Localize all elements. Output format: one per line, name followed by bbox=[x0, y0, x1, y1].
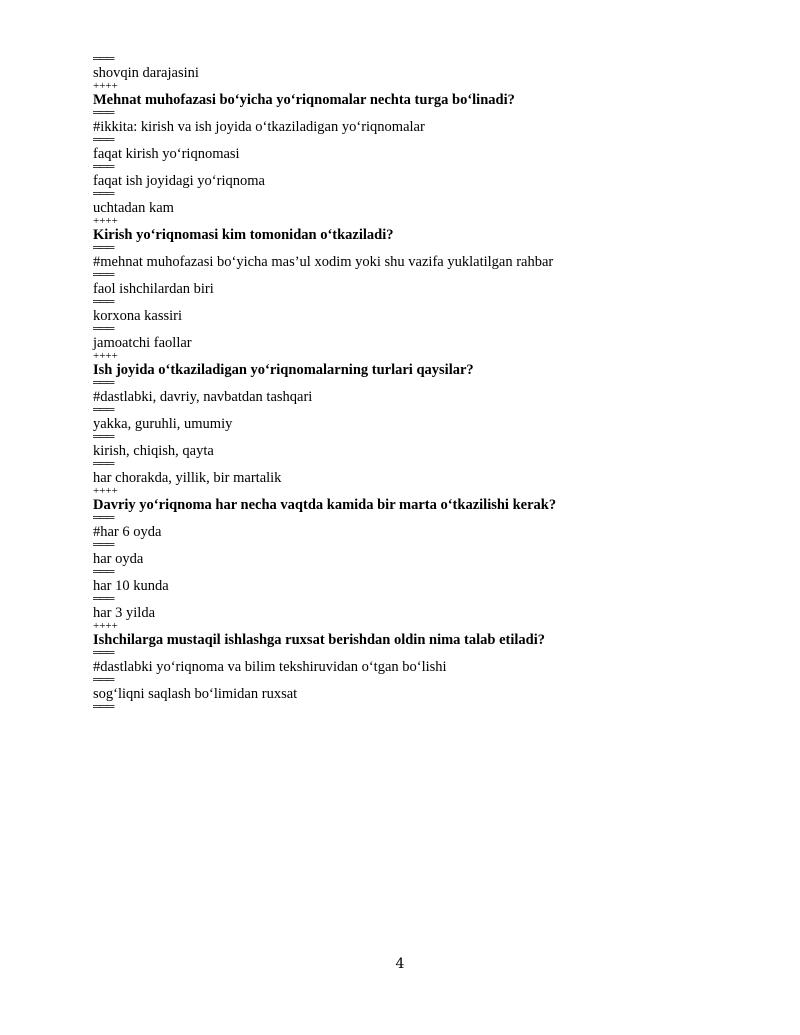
question-text: Kirish yo‘riqnomasi kim tomonidan o‘tkaziladi? bbox=[93, 227, 394, 243]
page-number: 4 bbox=[395, 956, 405, 972]
answer-separator: ═══ bbox=[93, 55, 114, 64]
answer-separator: ═══ bbox=[93, 271, 114, 280]
answer-separator: ═══ bbox=[93, 568, 114, 577]
answer-separator: ═══ bbox=[93, 703, 114, 712]
answer-separator: ═══ bbox=[93, 163, 114, 172]
correct-answer-option: #dastlabki yo‘riqnoma va bilim tekshiruvidan o‘tgan bo‘lishi bbox=[93, 659, 447, 675]
answer-separator: ═══ bbox=[93, 433, 114, 442]
question-separator: ++++ bbox=[93, 622, 118, 631]
question-block bbox=[93, 496, 733, 631]
answer-option: uchtadan kam bbox=[93, 200, 174, 216]
answer-separator: ═══ bbox=[93, 379, 114, 388]
question-text: Mehnat muhofazasi bo‘yicha yo‘riqnomalar nechta turga bo‘linadi? bbox=[93, 92, 515, 108]
question-separator: ++++ bbox=[93, 82, 118, 91]
answer-separator: ═══ bbox=[93, 298, 114, 307]
answer-option: sog‘liqni saqlash bo‘limidan ruxsat bbox=[93, 686, 298, 702]
answer-separator: ═══ bbox=[93, 109, 114, 118]
question-text: Ish joyida o‘tkaziladigan yo‘riqnomalarning turlari qaysilar? bbox=[93, 362, 474, 378]
answer-separator: ═══ bbox=[93, 136, 114, 145]
answer-option: har 10 kunda bbox=[93, 578, 169, 594]
answer-option: kirish, chiqish, qayta bbox=[93, 443, 214, 459]
answer-separator: ═══ bbox=[93, 325, 114, 334]
answer-separator: ═══ bbox=[93, 541, 114, 550]
answer-option: har 3 yilda bbox=[93, 605, 156, 621]
answer-separator: ═══ bbox=[93, 460, 114, 469]
answer-option: korxona kassiri bbox=[93, 308, 182, 324]
question-block bbox=[93, 361, 733, 496]
answer-option: yakka, guruhli, umumiy bbox=[93, 416, 233, 432]
question-block bbox=[93, 631, 733, 712]
answer-separator: ═══ bbox=[93, 406, 114, 415]
answer-separator: ═══ bbox=[93, 676, 114, 685]
question-separator: ++++ bbox=[93, 487, 118, 496]
question-block bbox=[93, 226, 733, 361]
correct-answer-option: #har 6 oyda bbox=[93, 524, 162, 540]
answer-option: faqat ish joyidagi yo‘riqnoma bbox=[93, 173, 265, 189]
correct-answer-option: #dastlabki, davriy, navbatdan tashqari bbox=[93, 389, 313, 405]
answer-option: har oyda bbox=[93, 551, 144, 567]
answer-option: faol ishchilardan biri bbox=[93, 281, 214, 297]
answer-separator: ═══ bbox=[93, 649, 114, 658]
answer-separator: ═══ bbox=[93, 514, 114, 523]
question-separator: ++++ bbox=[93, 217, 118, 226]
question-block bbox=[93, 91, 733, 226]
question-text: Ishchilarga mustaqil ishlashga ruxsat berishdan oldin nima talab etiladi? bbox=[93, 632, 546, 648]
answer-option: faqat kirish yo‘riqnomasi bbox=[93, 146, 240, 162]
question-separator: ++++ bbox=[93, 352, 118, 361]
document-body bbox=[93, 55, 733, 712]
answer-separator: ═══ bbox=[93, 190, 114, 199]
answer-separator: ═══ bbox=[93, 244, 114, 253]
question-text: Davriy yo‘riqnoma har necha vaqtda kamida bir marta o‘tkazilishi kerak? bbox=[93, 497, 557, 513]
correct-answer-option: #ikkita: kirish va ish joyida o‘tkaziladigan yo‘riqnomalar bbox=[93, 119, 425, 135]
correct-answer-option: #mehnat muhofazasi bo‘yicha mas’ul xodim yoki shu vazifa yuklatilgan rahbar bbox=[93, 254, 554, 270]
answer-option: har chorakda, yillik, bir martalik bbox=[93, 470, 282, 486]
answer-option: shovqin darajasini bbox=[93, 65, 199, 81]
question-list bbox=[93, 91, 733, 712]
answer-separator: ═══ bbox=[93, 595, 114, 604]
answer-option: jamoatchi faollar bbox=[93, 335, 192, 351]
